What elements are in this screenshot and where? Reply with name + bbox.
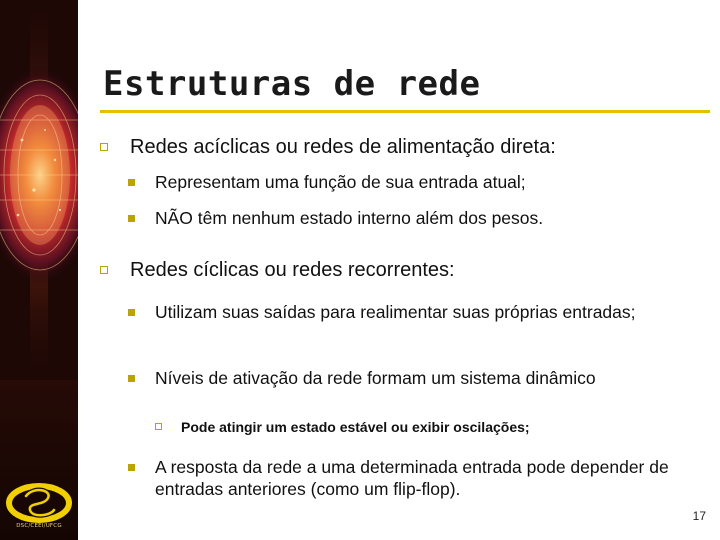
bullet-item (128, 367, 688, 389)
filled-square-icon (128, 215, 135, 222)
logo-caption: DSC/CEEI/UFCG (16, 523, 62, 529)
bullet-text: NÃO têm nenhum estado interno além dos pesos. (155, 208, 544, 228)
bullet-item (128, 456, 698, 500)
decorative-sphere-image (0, 0, 78, 380)
bullet-item (155, 418, 695, 436)
filled-square-icon (128, 464, 135, 471)
filled-square-icon (128, 375, 135, 382)
bullet-item (128, 301, 688, 323)
bullet-item (100, 135, 690, 159)
bullet-text: Níveis de ativação da rede formam um sistema dinâmico (155, 368, 596, 388)
bullet-text: Utilizam suas saídas para realimentar suas próprias entradas; (155, 302, 636, 322)
hollow-square-icon (100, 143, 108, 151)
bullet-text: Representam uma função de sua entrada atual; (155, 172, 526, 192)
hollow-square-icon (155, 423, 162, 430)
bullet-item (128, 171, 688, 193)
filled-square-icon (128, 179, 135, 186)
bullet-text: A resposta da rede a uma determinada entrada pode depender de entradas anteriores (como um flip-flop). (155, 457, 669, 499)
hollow-square-icon (100, 266, 108, 274)
bullet-item (100, 258, 690, 282)
page-number: 17 (692, 509, 706, 523)
bullet-item (128, 207, 688, 229)
bullet-text: Redes cíclicas ou redes recorrentes: (130, 259, 455, 281)
filled-square-icon (128, 309, 135, 316)
bullet-text: Pode atingir um estado estável ou exibir oscilações; (181, 419, 530, 435)
slide-title: Estruturas de rede (103, 64, 481, 104)
bullet-text: Redes acíclicas ou redes de alimentação direta: (130, 136, 556, 158)
left-decorative-strip (0, 0, 78, 540)
title-underline (100, 110, 710, 113)
